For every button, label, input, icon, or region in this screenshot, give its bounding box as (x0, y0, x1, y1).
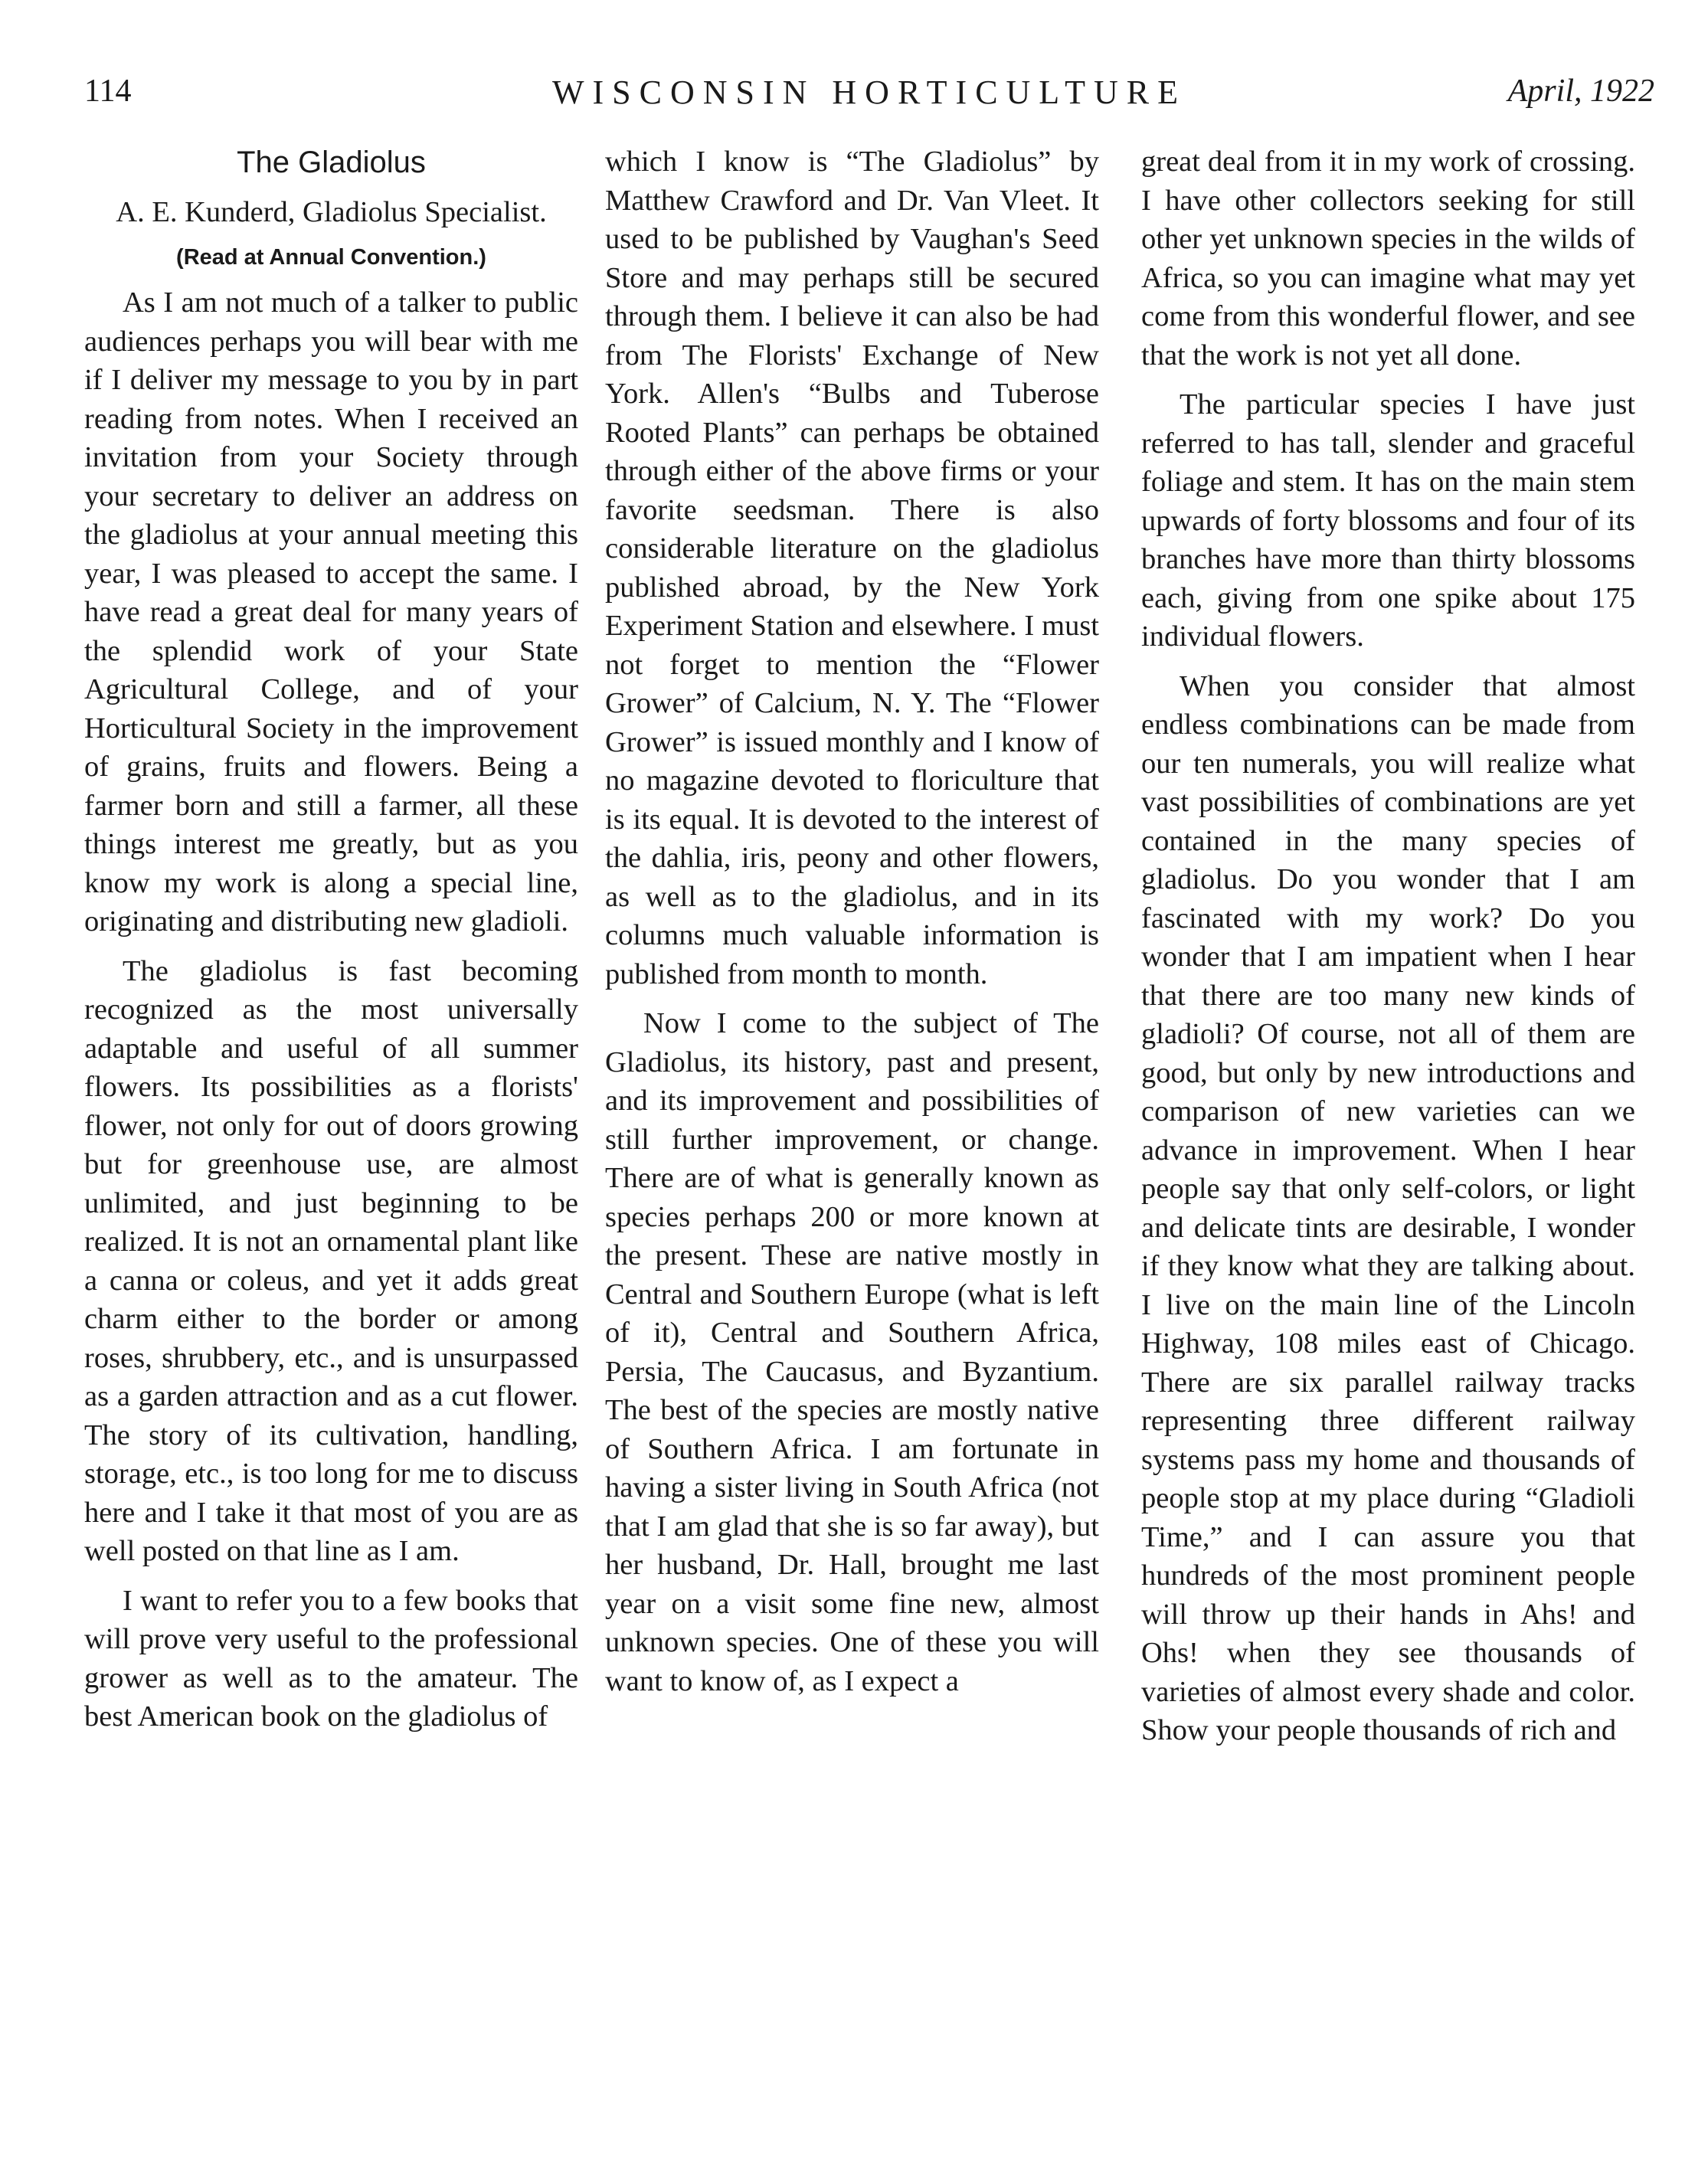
journal-title: WISCONSIN HORTICULTURE (551, 74, 1187, 111)
page-header (84, 73, 1654, 119)
article-author: A. E. Kunderd, Gladiolus Specialist. (116, 196, 547, 228)
issue-date: April, 1922 (1507, 74, 1654, 109)
paragraph: great deal from it in my work of crossing. I have other collectors seeking for still other yet unknown species in the wilds of Africa, so you can imagine what may yet come from this wonderful flower, and see that the work is not yet all done. (1141, 146, 1635, 371)
page-number: 114 (84, 74, 132, 109)
paragraph: When you consider that almost endless combinations can be made from our ten numerals, you will realize what vast possibilities of combinations are yet contained in the many species of gladiolus. Do you wonder that I am fascinated with my work? Do you wonder that I am impatient when I hear that there are too many new kinds of gladioli? Of course, not all of them are good, but only by new introductions and comparison of new varieties can we advance in improvement. When I hear people say that only self-colors, or light and delicate tints are desirable, I wonder if they know what they are talking about. I live on the main line of the Lincoln Highway, 108 miles east of Chicago. There are six parallel railway tracks representing three different railway systems pass my home and thousands of people stop at my place during “Gladioli Time,” and I can assure you that hundreds of the most prominent people will throw up their hands in Ahs! and Ohs! when they see thousands of varieties of almost every shade and color. Show your people thousands of rich and (1141, 669, 1635, 1746)
paragraph: Now I come to the subject of The Gladiolus, its history, past and present, and its improvement and possibilities of still further improvement, or change. There are of what is generally known as species perhaps 200 or more known at the present. These are native mostly in Central and Southern Europe (what is left of it), Central and Southern Africa, Persia, The Caucasus, and Byzantium. The best of the species are mostly native of Southern Africa. I am fortunate in having a sister living in South Africa (not that I am glad that she is so far away), but her husband, Dr. Hall, brought me last year on a visit some fine new, almost unknown species. One of these you will want to know of, as I expect a (605, 1007, 1099, 1697)
paragraph: The particular species I have just referred to has tall, slender and graceful foliage and stem. It has on the main stem upwards of forty blossoms and four of its branches have more than thirty blossoms each, giving from one spike about 175 individual flowers. (1141, 388, 1635, 653)
paragraph: which I know is “The Gladiolus” by Matthew Crawford and Dr. Van Vleet. It used to be published by Vaughan's Seed Store and may perhaps still be secured through them. I believe it can also be had from The Florists' Exchange of New York. Allen's “Bulbs and Tuberose Rooted Plants” can perhaps be obtained through either of the above firms or your favorite seedsman. There is also considerable literature on the gladiolus published abroad, by the New York Experiment Station and elsewhere. I must not forget to mention the “Flower Grower” of Calcium, N. Y. The “Flower Grower” is issued monthly and I know of no magazine devoted to floriculture that is its equal. It is devoted to the interest of the dahlia, iris, peony and other flowers, as well as to the gladiolus, and in its columns much valuable information is published from month to month. (605, 146, 1099, 990)
column-2 (605, 142, 1099, 2088)
paragraph: I want to refer you to a few books that will prove very useful to the professional grower as well as to the amateur. The best American book on the gladiolus of (84, 1584, 578, 1733)
paragraph: As I am not much of a talker to public audiences perhaps you will bear with me if I deliver my message to you by in part reading from notes. When I received an invitation from your Society through your secretary to deliver an address on the gladiolus at your annual meeting this year, I was pleased to accept the same. I have read a great deal for many years of the splendid work of your State Agricultural College, and of your Horticultural Society in the improvement of grains, fruits and flowers. Being a farmer born and still a farmer, all these things interest me greatly, but as you know my work is along a special line, originating and distributing new gladioli. (84, 286, 578, 938)
paragraph: The gladiolus is fast becoming recognized as the most universally adaptable and useful of all summer flowers. Its possibilities as a florists' flower, not only for out of doors growing but for greenhouse use, are almost unlimited, and just beginning to be realized. It is not an ornamental plant like a canna or coleus, and yet it adds great charm either to the border or among roses, shrubbery, etc., and is unsurpassed as a garden attraction and as a cut flower. The story of its cultivation, handling, storage, etc., is too long for me to discuss here and I take it that most of you are as well posted on that line as I am. (84, 954, 578, 1567)
column-3 (1141, 142, 1635, 2088)
column-1 (84, 142, 578, 2088)
article-title: The Gladiolus (237, 146, 426, 179)
article-note: (Read at Annual Convention.) (176, 245, 486, 270)
